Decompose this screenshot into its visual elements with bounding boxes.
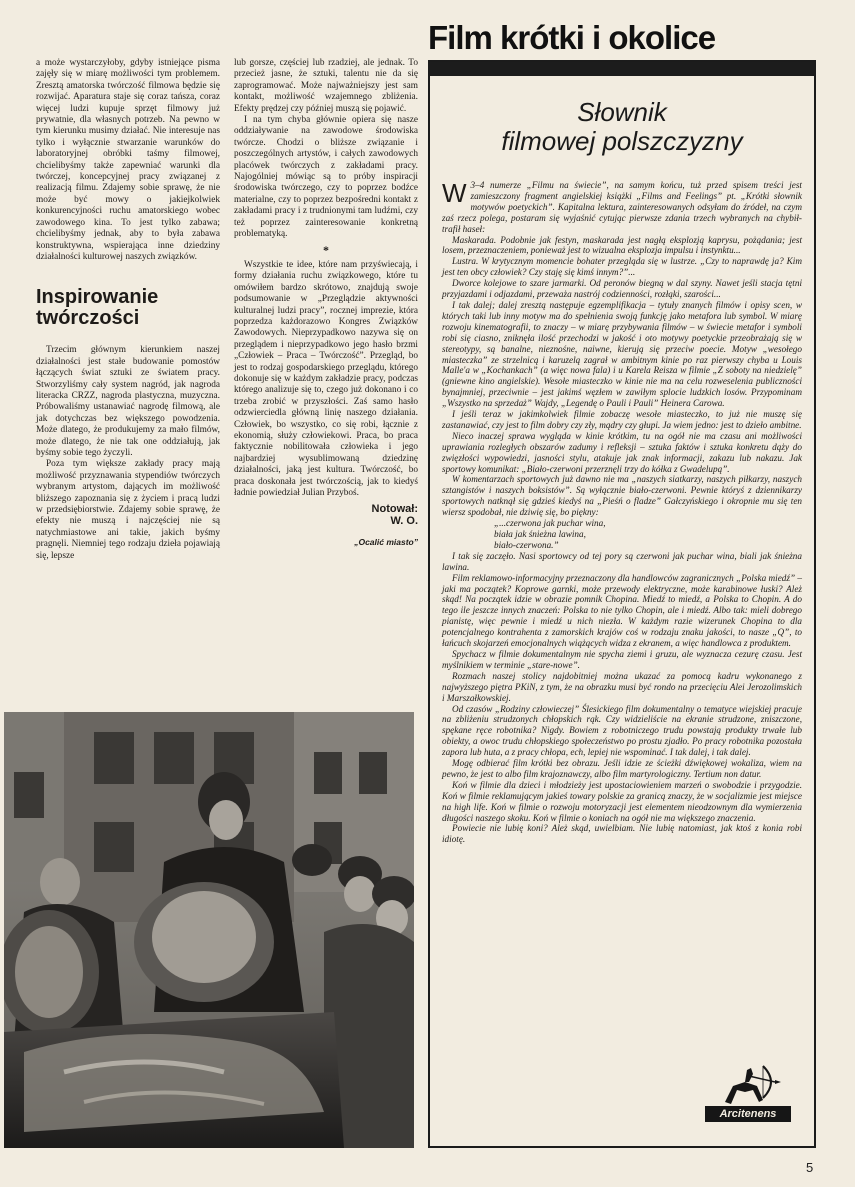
credit-name: W. O. [390,515,418,528]
paragraph: Wszystkie te idee, które nam przyświecają, i formy działania ruchu związkowego, które tu omówiłem bardzo skrótowo, znajdują swoje podsumowanie w „Przeglądzie aktywności kulturalnej ludzi pracy”, rocznej imprezie, która poprzedza każdorazowo Kongres Związków Zawodowych. Nieprzypadkowo nazywa się on przeglądem i nieprzypadkowo jego hasło brzmi „Człowiek – Praca – Twórczość”. Przegląd, bo jest to rodzaj gospodarskiego przeglądu, którego dokonuje się w każdym zakładzie pracy, podczas którego analizuje się to, czego już dokonano i co trzeba zrobić w przyszłości. Zaś samo hasło odzwierciedla główną linię naszego działania. Człowiek, bo wszystko, co się robi, łącznie z ekonomią, służy człowiekowi. Praca, bo praca faktycznie nobilitowała człowieka i jego najbardziej wysublimowaną dziedzinę działalności, jaką jest kultura. Twórczość, bo praca doskonała jest twórczością, jak to kiedyś ładnie powiedział Julian Przyboś. [234,259,418,499]
paragraph: I jeśli teraz w jakimkolwiek filmie zobaczę wesołe miasteczko, to już nie muszę się zastanawiać, czy jest to film dobry czy zły, mądry czy głupi. Ja wiem jedno: jest to dzieło ambitne. [442,409,802,430]
paragraph: Powiecie nie lubię koni? Ależ skąd, uwielbiam. Nie lubię natomiast, jak ktoś z konia robi idiotę. [442,823,802,845]
page-number: 5 [806,1160,814,1175]
paragraph: I tak się zaczęło. Nasi sportowcy od tej pory są czerwoni jak puchar wina, biali jak śnieżna lawina. [442,550,802,572]
paragraph: Nieco inaczej sprawa wygląda w kinie krótkim, tu na ogół nie ma czasu ani możliwości uprawiania rozległych obszarów zadumy i refleksji – sztuka faktów i sztuka konkretu dąży do zwięzłości wypowiedzi, jasności stylu, atakuje jak znak informacji, zakazu lub nakazu. Jak sportowy komunikat: „Biało-czerwoni przerznęli trzy do kółka z Gwadelupą”. [442,430,802,474]
paragraph: Maskarada. Podobnie jak festyn, maskarada jest nagłą eksplozją kaprysu, pożądania; jest losem, przeznaczeniem, ponieważ jest to wizualna eksplozja impulsu i instynktu... [442,234,802,256]
logo-label: Arcitenens [705,1106,791,1122]
photo-workers-tank [4,712,414,1148]
poem-line: biała jak śnieżna lawina, [494,529,586,539]
col1-body [36,58,220,263]
section-heading: Inspirowanie twórczości [36,286,159,330]
paragraph: Film reklamowo-informacyjny przeznaczony dla handlowców zagranicznych „Polska miedź” – jaki ma początek? Koprowe garnki, może przewody elektryczne, może karabinowe łuski? Ależ skąd! Na początek idzie w obrazie pomnik Chopina. Miedź to miedź, a Polska to Chopin. A do tego ile jeszcze innych znaczeń: Polska to nie tylko Chopin, ale i miedź. Albo tak: mieli dobrego pianistę, więc pewnie i miedź u nich niezła. W każdym razie wizerunek Chopina to dla potencjalnego kontrahenta z zamorskich krajów coś w rodzaju znaku jakości, to nasze „Q”, to łańcuch skojarzeń emocjonalnych wiążących widza z ekranem, a więc handlowca z produktem. [442,572,802,649]
paragraph: Od czasów „Rodziny człowieczej” Ślesickiego film dokumentalny o tematyce wiejskiej pracuje na zbliżeniu strudzonych chłopskich rąk. Czy widzieliście na ekranie strudzone, zniszczone, spękane ręce robotnika? Nigdy. Bowiem z robotniczego trudu powstają produkty trwałe lub obiekty, a owoc trudu chłopskiego społeczeństwo po prostu zjadło. Po pracy robotnika pozostała zapora lub huta, a z pracy chłopa, ech, lepiej nie wspominać. I tak dalej, i tak dalej. [442,703,802,758]
archer-icon [705,1062,791,1108]
box-top-bar [430,62,814,76]
paragraph: Poza tym większe zakłady pracy mają możliwość przyznawania stypendiów twórczych wybranym artystom, dających im możliwość bliższego zapoznania się z życiem i pracą ludzi w przedsiębiorstwie. Zdajemy sobie sprawę, że efekty nie muszą i najczęściej nie są natychmiastowe ani takie, jakich byśmy pragnęli. Niemniej tego rodzaju dzieła pojawiają się, lepsze [36,459,220,561]
paragraph: W komentarzach sportowych już dawno nie ma „naszych siatkarzy, naszych piłkarzy, naszych sztangistów i naszych boksistów”. Są wyłącznie biało-czerwoni. Pewnie któryś z dziennikarzy sportowych natknął się gdzieś kiedyś na „Pieśń o fladze” Gałczyńskiego i okropnie mu się ten wiersz spodobał, nie dziwię się, bo piękny: [442,474,802,518]
paragraph: Mogę odbierać film krótki bez obrazu. Jeśli idzie ze ścieżki dźwiękowej wokaliza, wiem na pewno, że jest to albo film krajoznawczy, albo film martyrologiczny. Tertium non datur. [442,758,802,779]
paragraph: a może wystarczyłoby, gdyby istniejące pisma zajęły się w miarę możliwości tym problemem. Zresztą amatorska twórczość filmowa będzie się rozwijać. Aparatura staje się coraz tańsza, coraz więcej ludzi kupuje sprzęt filmowy już prywatnie, dla własnych potrzeb. Na pewno w tym kierunku musimy działać. Nie interesuje nas tylko i wyłącznie stwarzanie warunków do laboratoryjnej obróbki taśmy filmowej, chcielibyśmy także zapewniać warunki dla twórczej, koncepcyjnej pracy związanej z realizacją filmu. Zdajemy sobie sprawę, że nie może być mowy o jakiejkolwiek konkurencyjności ruchu amatorskiego wobec zawodowego kina. To jest tylko zabawa; chcielibyśmy jednak, aby to była zabawa konstruktywna, wspierająca inne dziedziny działalności kulturowej naszych związków. [36,58,220,262]
box-title-line2: filmowej polszczyzny [501,126,743,156]
sidebar-box [428,60,816,1148]
paragraph: Lustra. W krytycznym momencie bohater przegląda się w lustrze. „Czy to naprawdę ja? Kim jest ten obcy człowiek? Czy staję się kimś innym?”... [442,256,802,278]
section-separator: * [323,242,329,257]
paragraph: Dworce kolejowe to szare jarmarki. Od peronów biegną w dal szyny. Nawet jeśli stacja tętni przyjazdami i odjazdami, przeważa nastrój codzienności, rozłąki, szarości... [442,278,802,300]
paragraph: Koń w filmie dla dzieci i młodzieży jest upostaciowieniem marzeń o swobodzie i przygodzie. Koń w filmie reklamującym jakieś towary polskie za granicą znaczy, że w socjalizmie jest miejsce na high life. Koń w filmie o rozwoju motoryzacji jest elementem nieodzownym dla wymierzenia długości naszego skoku. Koń w filmie o koniach na ogół nie ma większego znaczenia. [442,779,802,823]
paragraph: Rozmach naszej stolicy najdobitniej można ukazać za pomocą kadru wykonanego z najwyższego piętra PKiN, z tym, że na obrazku musi być rondo na przecięciu Alei Jerozolimskich i Marszałkowskiej. [442,670,802,703]
paragraph: W 3–4 numerze „Filmu na świecie”, na samym końcu, tuż przed spisem treści jest zamieszczony fragment angielskiej książki „Films and Feelings” pt. „Krótki słownik motywów poetyckich”. Kapitalna lektura, zainteresowanych odsyłam do źródeł, na czym zaś rzecz polega, postaram się wyjaśnić cytując pierwsze zdania trzech wybranych na chybił-trafił haseł: [442,178,802,234]
author-credit [234,503,418,527]
col1-body-2 [36,345,220,562]
box-body [442,180,802,845]
photo-image [4,712,414,1148]
box-title [430,98,814,156]
poem-line: biało-czerwona.” [494,539,559,550]
arcitenens-logo [705,1062,791,1122]
box-title-line1: Słownik [577,97,667,127]
article-column-2 [234,58,418,549]
paragraph: Trzecim głównym kierunkiem naszej działalności jest stałe budowanie pomostów łączących świat sztuki ze światem pracy. Stworzyliśmy cały system nagród, jak nagroda literacka CRZZ, nagroda plastyczna, muzyczna. Próbowaliśmy ustanawiać nagrodę filmową, ale jak dotychczas bez większego powodzenia. Może dlatego, że produkujemy za mało filmów, może dlatego, że nie tak one oddziałują, jak byśmy sobie tego życzyli. [36,345,220,458]
poem-line: „...czerwona jak puchar wina, [494,518,606,529]
photo-source-caption: „Ocalić miasto” [354,537,418,548]
paragraph: I na tym chyba głównie opiera się nasze oddziaływanie na zawodowe środowiska twórcze. Chodzi o bliższe związanie i poszczególnych artystów, i całych zawodowych placówek twórczych z zakładami pracy. Najogólniej mówiąc są to próby inspiracji środowiska twórczego, czy to poprzez bodźce materialne, czy to poprzez bezpośredni kontakt z zakładami pracy i z trudnionymi tam ludźmi, czy też poprzez zainteresowanie konkretną problematyką. [234,115,418,240]
section-masthead: Film krótki i okolice [428,19,716,56]
paragraph: Spychacz w filmie dokumentalnym nie spycha ziemi i gruzu, ale wyznacza cezurę czasu. Jest myślnikiem w terminie „stare-nowe”. [442,648,802,670]
drop-cap: W [442,178,467,208]
article-column-1 [36,58,220,562]
credit-label: Notował: [371,503,418,516]
paragraph: I tak dalej; dalej zresztą następuje egzemplifikacja – tytuły znanych filmów i opisy scen, w których taki lub inny motyw ma do spełnienia swoją funkcję jako metafora lub symbol. W miarę rozwoju kinematografii, to znaczy – w miarę przybywania filmów – w świecie metafor i symboli robi się ciasno, zniknęła ilość przechodzi w jakość i oto motywy poetyckie przeobrażają się w stereotypy, są banalne, nieznośne, naiwne, kierują się przeciw poecie. Motyw „wesołego miasteczka” ze strzelnicą i karuzelą zagrał w ambitnym kinie po raz pierwszy chyba u Louis Malle'a w „Kochankach” (a więc nowa fala) i u Karela Reisza w filmie „Z soboty na niedzielę” (gniewne kino angielskie). Wesołe miasteczko w kinie nie ma na celu rozweselenia publiczności bynajmniej, przeciwnie – jest jakimś węzłem w zawiłym splocie ludzkich losów. Przypominam „Wszystko na sprzedaż” Wajdy, „Legendę o Pauli i Pauli” Heinera Carowa. [442,299,802,409]
paragraph: lub gorsze, częściej lub rzadziej, ale jednak. To przecież jasne, że sztuki, talentu nie da się zaprogramować. Może najważniejszy jest sam kontakt, możliwość wzajemnego zbliżenia. Efekty prędzej czy później muszą się pojawić. [234,58,418,114]
